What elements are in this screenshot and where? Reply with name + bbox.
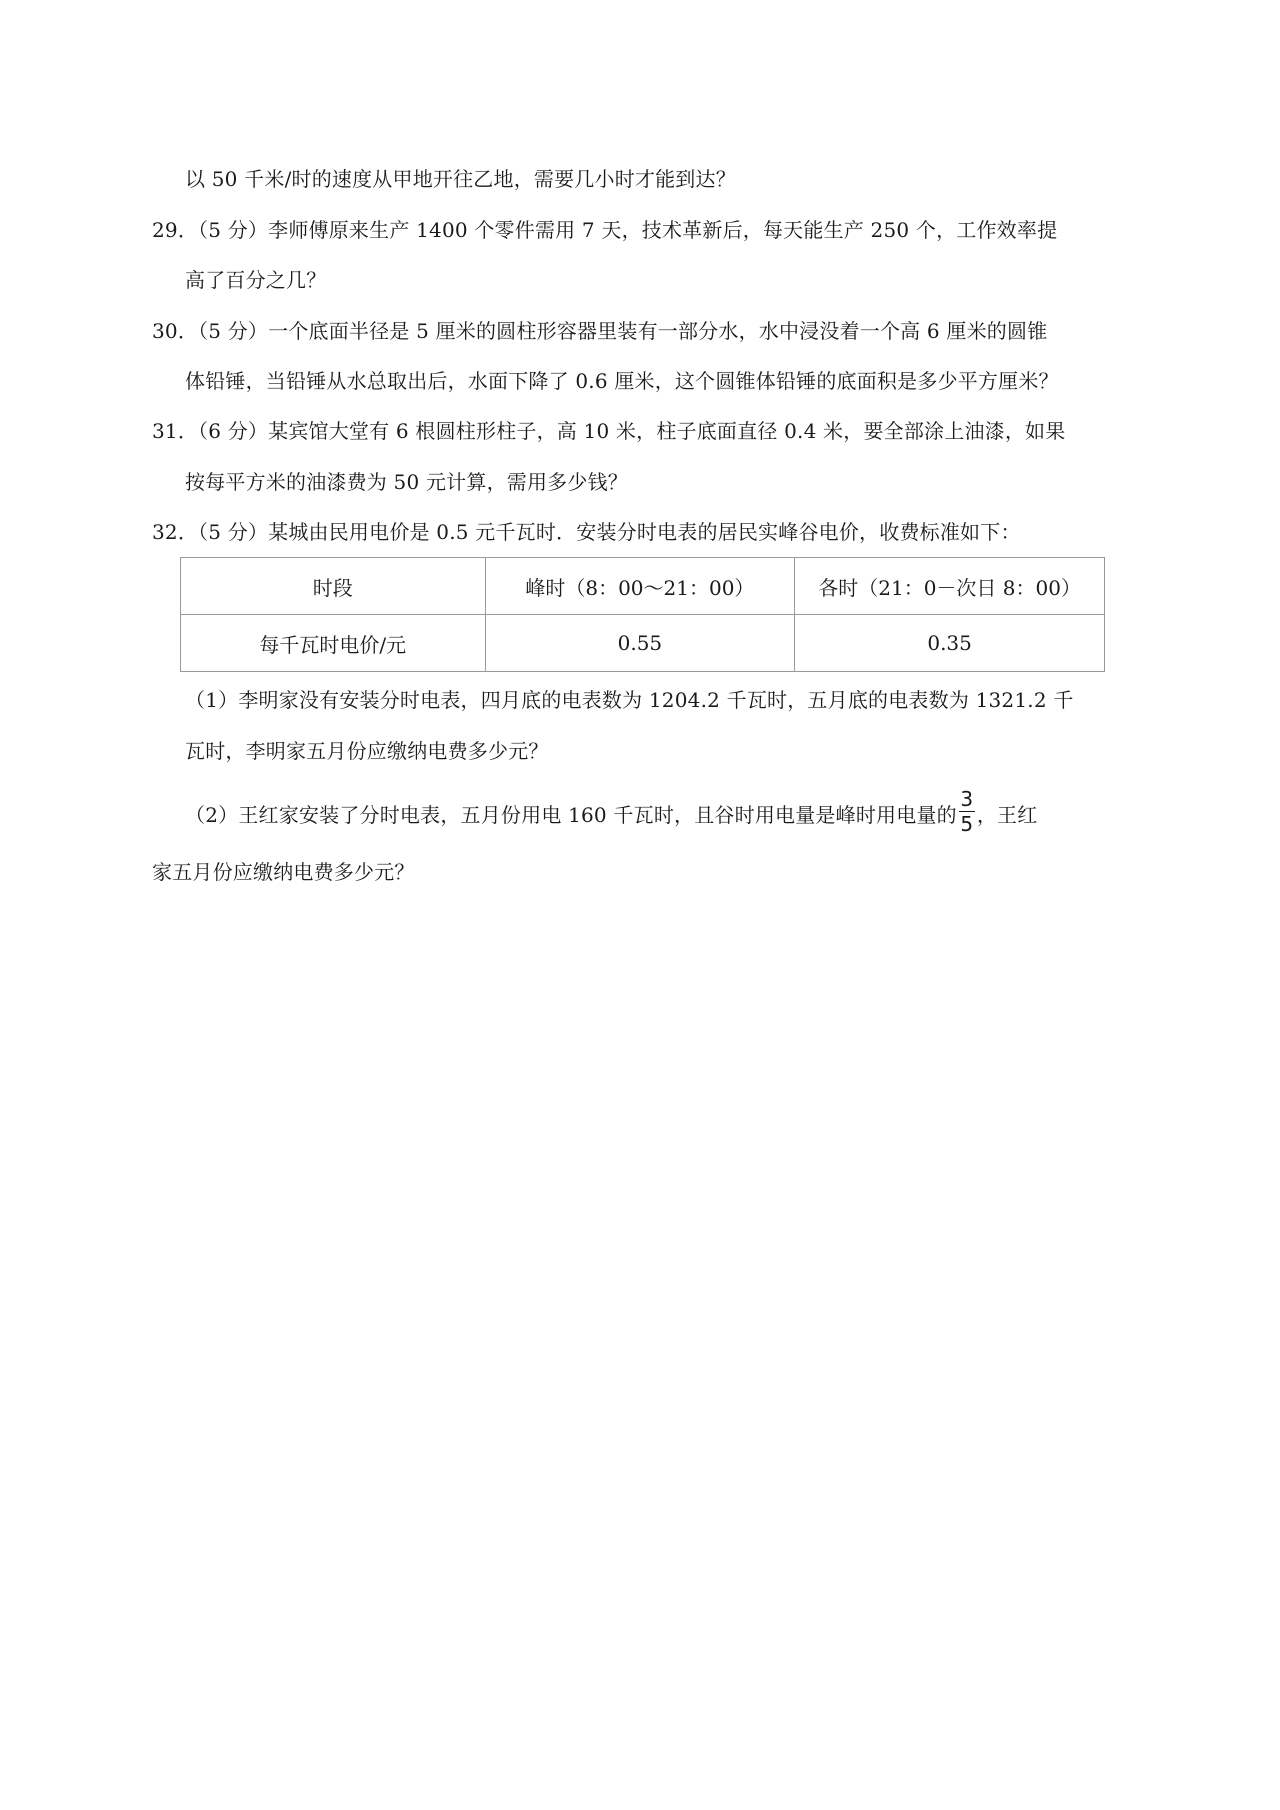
- table-row: [181, 615, 1105, 672]
- question-28-tail: 以 50 千米/时的速度从甲地开往乙地，需要几小时才能到达？: [185, 167, 736, 191]
- table-cell: 各时（21：0－次日 8：00）: [795, 558, 1105, 615]
- question-31-line-2: 按每平方米的油漆费为 50 元计算，需用多少钱？: [185, 470, 628, 494]
- table-cell: 0.55: [485, 615, 795, 672]
- table-cell: 时段: [181, 558, 486, 615]
- question-32-part-2-line-1: [185, 787, 1038, 836]
- question-32-line-1: 32．（5 分）某城由民用电价是 0.5 元千瓦时．安装分时电表的居民实峰谷电价，收费标准如下：: [152, 520, 1021, 544]
- question-31-line-1: 31．（6 分）某宾馆大堂有 6 根圆柱形柱子，高 10 米，柱子底面直径 0.4 米，要全部涂上油漆，如果: [152, 419, 1066, 443]
- question-32-part-2-text-end: ，王红: [976, 803, 1038, 827]
- question-32-part-2-text: （2）王红家安装了分时电表，五月份用电 160 千瓦时，且谷时用电量是峰时用电量的: [185, 803, 957, 827]
- table-cell: 0.35: [795, 615, 1105, 672]
- table-header-row: [181, 558, 1105, 615]
- question-29-line-2: 高了百分之几？: [185, 268, 327, 292]
- electricity-price-table: [180, 557, 1105, 672]
- question-30-line-1: 30．（5 分）一个底面半径是 5 厘米的圆柱形容器里装有一部分水，水中浸没着一个高 6 厘米的圆锥: [152, 319, 1048, 343]
- fraction-numerator: 3: [960, 787, 974, 811]
- fraction-three-fifths: [959, 788, 975, 835]
- question-32-part-1-line-2: 瓦时，李明家五月份应缴纳电费多少元？: [185, 739, 549, 763]
- table-cell: 峰时（8：00～21：00）: [485, 558, 795, 615]
- question-32-part-1-line-1: （1）李明家没有安装分时电表，四月底的电表数为 1204.2 千瓦时，五月底的电表数为 1321.2 千: [185, 688, 1074, 712]
- table-cell: 每千瓦时电价/元: [181, 615, 486, 672]
- question-30-line-2: 体铅锤，当铅锤从水总取出后，水面下降了 0.6 厘米，这个圆锥体铅锤的底面积是多少平方厘米？: [185, 369, 1059, 393]
- question-32-part-2-line-2: 家五月份应缴纳电费多少元？: [152, 860, 415, 884]
- question-29-line-1: 29．（5 分）李师傅原来生产 1400 个零件需用 7 天，技术革新后，每天能生产 250 个，工作效率提: [152, 218, 1058, 242]
- fraction-denominator: 5: [960, 812, 974, 836]
